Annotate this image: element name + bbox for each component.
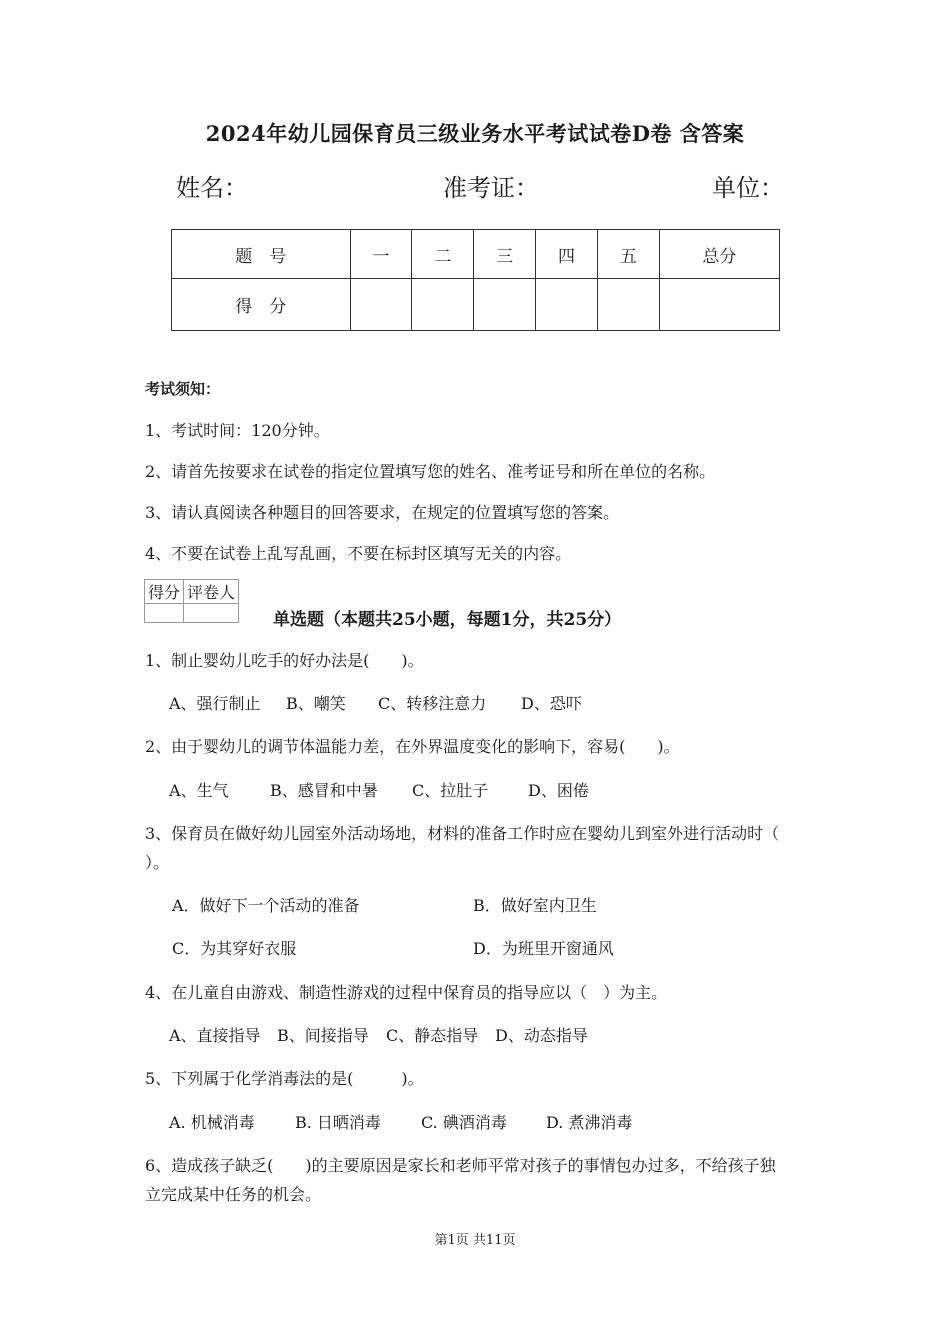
page-footer: 第1页 共11页 <box>434 1233 516 1248</box>
notice-item: 1、考试时间：120分钟。 <box>145 421 330 440</box>
grader-reviewer-label: 评卷人 <box>184 580 239 604</box>
header-cell-4: 四 <box>536 230 598 279</box>
score-table-header-row <box>172 230 780 279</box>
question-4: 4、在儿童自由游戏、制造性游戏的过程中保育员的指导应以（ ）为主。 <box>145 983 668 1002</box>
header-cell-label: 题 号 <box>172 230 351 279</box>
question-6: 6、造成孩子缺乏( )的主要原因是家长和老师平常对孩子的事情包办过多，不给孩子独 <box>145 1156 776 1175</box>
option-2a[interactable]: A、生气 <box>169 781 229 800</box>
header-cell-2: 二 <box>412 230 474 279</box>
exam-id-label: 准考证： <box>443 174 539 202</box>
option-5c[interactable]: C. 碘酒消毒 <box>421 1113 507 1132</box>
name-label: 姓名： <box>176 174 248 202</box>
option-3a[interactable]: A．做好下一个活动的准备 <box>172 896 360 915</box>
option-5d[interactable]: D. 煮沸消毒 <box>546 1113 633 1132</box>
option-4d[interactable]: D、动态指导 <box>495 1026 588 1045</box>
score-cell-2[interactable] <box>412 279 474 331</box>
grader-score-label: 得分 <box>145 580 184 604</box>
question-3-continued: ）。 <box>145 853 170 872</box>
score-cell-3[interactable] <box>474 279 536 331</box>
score-row-label: 得 分 <box>172 279 351 331</box>
grader-score-cell[interactable] <box>145 604 184 623</box>
question-5: 5、下列属于化学消毒法的是( )。 <box>145 1069 424 1088</box>
option-1a[interactable]: A、强行制止 <box>169 694 261 713</box>
score-table <box>171 229 780 331</box>
header-cell-3: 三 <box>474 230 536 279</box>
option-2d[interactable]: D、困倦 <box>528 781 589 800</box>
score-table-score-row <box>172 279 780 331</box>
header-cell-total: 总分 <box>659 230 779 279</box>
grader-reviewer-cell[interactable] <box>184 604 239 623</box>
option-5b[interactable]: B. 日晒消毒 <box>295 1113 381 1132</box>
question-2: 2、由于婴幼儿的调节体温能力差，在外界温度变化的影响下，容易( )。 <box>145 737 680 756</box>
question-3: 3、保育员在做好幼儿园室外活动场地，材料的准备工作时应在婴幼儿到室外进行活动时（ <box>145 824 780 843</box>
header-cell-5: 五 <box>597 230 659 279</box>
option-1d[interactable]: D、恐吓 <box>521 694 582 713</box>
option-4a[interactable]: A、直接指导 <box>169 1026 261 1045</box>
score-cell-1[interactable] <box>350 279 412 331</box>
header-cell-1: 一 <box>350 230 412 279</box>
question-1: 1、制止婴幼儿吃手的好办法是( )。 <box>145 651 424 670</box>
option-3b[interactable]: B．做好室内卫生 <box>473 896 597 915</box>
option-1c[interactable]: C、转移注意力 <box>378 694 487 713</box>
score-cell-total[interactable] <box>659 279 779 331</box>
exam-title: 2024年幼儿园保育员三级业务水平考试试卷D卷 含答案 <box>205 121 745 146</box>
score-cell-4[interactable] <box>536 279 598 331</box>
option-2b[interactable]: B、感冒和中暑 <box>270 781 378 800</box>
question-6-continued: 立完成某中任务的机会。 <box>145 1185 322 1204</box>
option-4b[interactable]: B、间接指导 <box>277 1026 369 1045</box>
option-3d[interactable]: D．为班里开窗通风 <box>473 939 614 958</box>
option-2c[interactable]: C、拉肚子 <box>412 781 489 800</box>
notice-item: 2、请首先按要求在试卷的指定位置填写您的姓名、准考证号和所在单位的名称。 <box>145 462 716 481</box>
score-cell-5[interactable] <box>597 279 659 331</box>
option-3c[interactable]: C．为其穿好衣服 <box>172 939 297 958</box>
notice-item: 4、不要在试卷上乱写乱画，不要在标封区填写无关的内容。 <box>145 544 572 563</box>
grader-box <box>144 579 239 623</box>
notice-item: 3、请认真阅读各种题目的回答要求，在规定的位置填写您的答案。 <box>145 503 620 522</box>
option-4c[interactable]: C、静态指导 <box>386 1026 479 1045</box>
option-1b[interactable]: B、嘲笑 <box>286 694 346 713</box>
option-5a[interactable]: A. 机械消毒 <box>169 1113 255 1132</box>
unit-label: 单位： <box>712 174 784 202</box>
section-title: 单选题（本题共25小题，每题1分，共25分） <box>273 610 622 630</box>
notice-heading: 考试须知： <box>145 380 221 398</box>
